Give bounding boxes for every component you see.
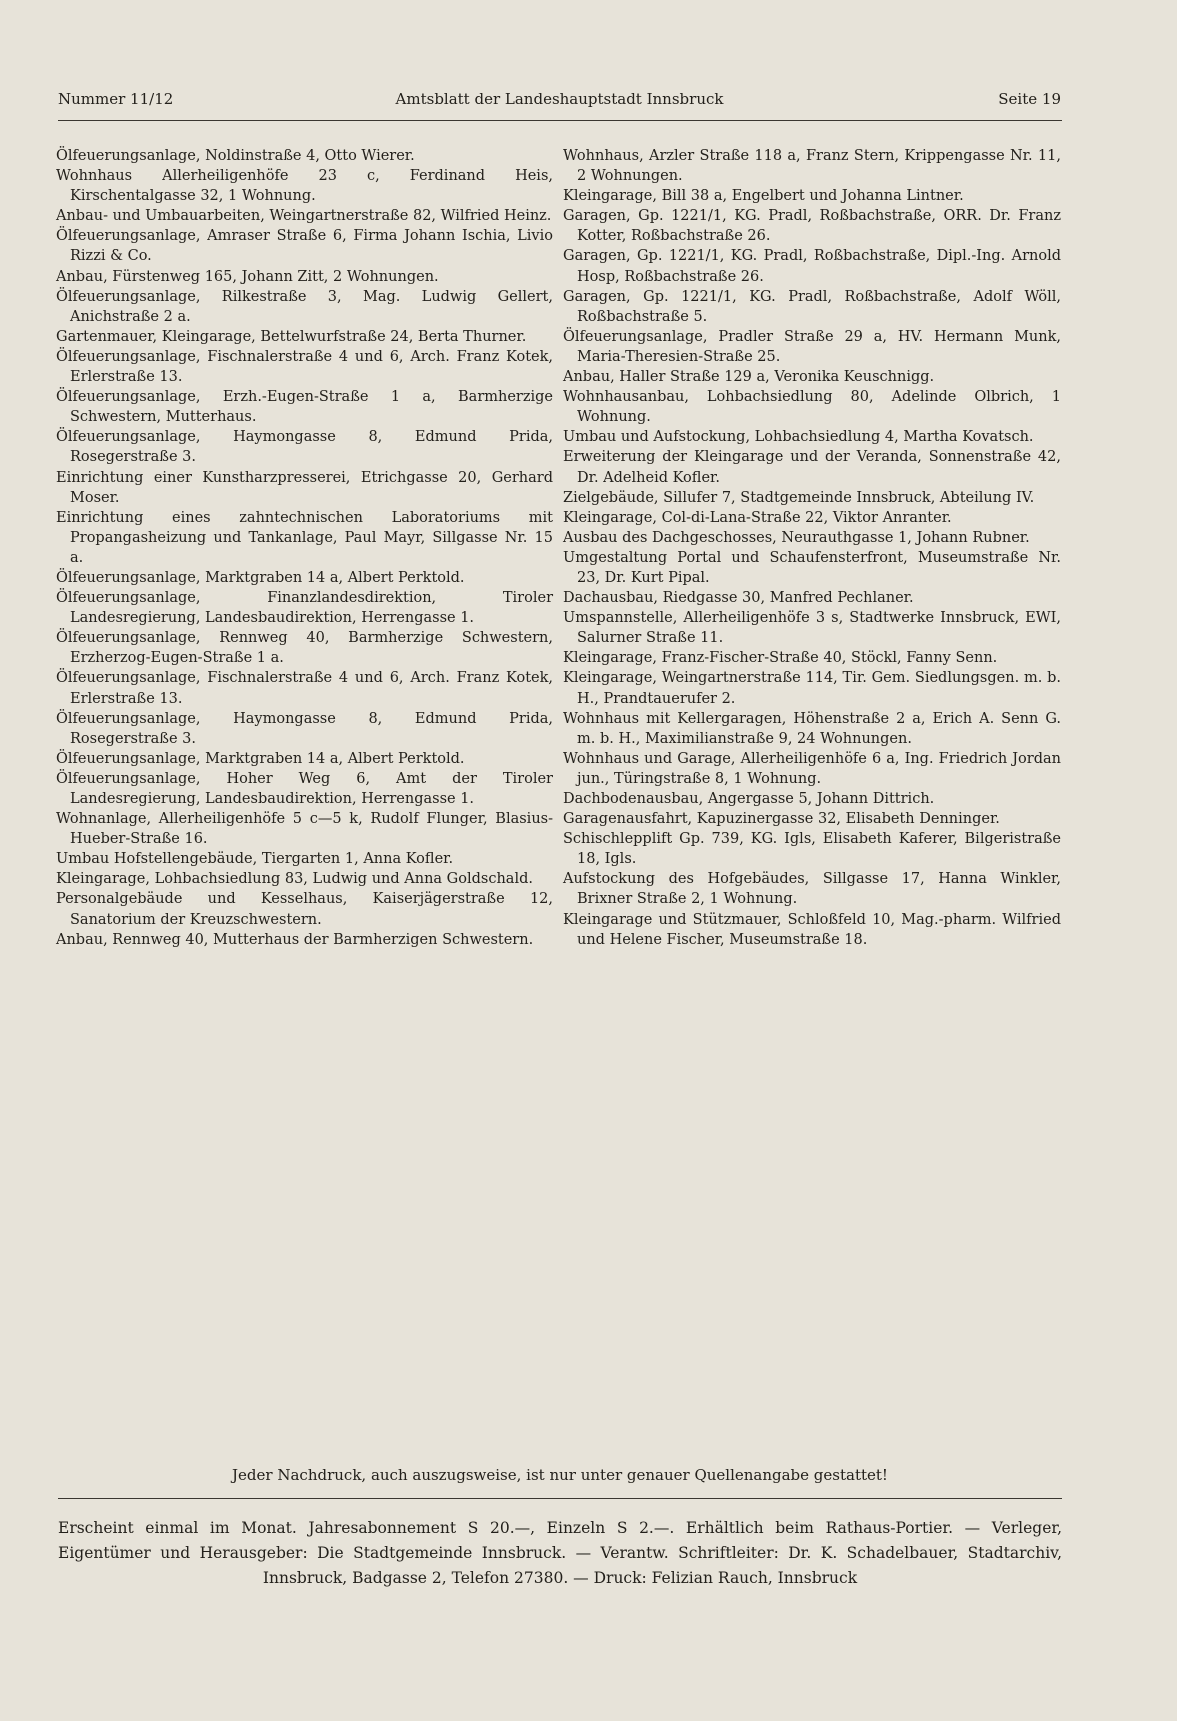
- list-item: Garagen, Gp. 1221/1, KG. Pradl, Roßbachstraße, ORR. Dr. Franz Kotter, Roßbachstraße 26.: [563, 208, 1061, 245]
- list-item: Garagen, Gp. 1221/1, KG. Pradl, Roßbachstraße, Dipl.-Ing. Arnold Hosp, Roßbachstraße 26.: [563, 248, 1061, 285]
- list-item: Ölfeuerungsanlage, Pradler Straße 29 a, HV. Hermann Munk, Maria-Theresien-Straße 25.: [563, 328, 1061, 365]
- list-item: Dachausbau, Riedgasse 30, Manfred Pechlaner.: [563, 590, 914, 607]
- list-item: Ölfeuerungsanlage, Noldinstraße 4, Otto Wierer.: [56, 148, 415, 164]
- imprint-line: Eigentümer und Herausgeber: Die Stadtgemeinde Innsbruck. — Verantw. Schriftleiter: Dr. K. Schadelbauer, Stadtarchiv,: [58, 1544, 1062, 1562]
- list-item: Kleingarage, Bill 38 a, Engelbert und Johanna Lintner.: [563, 188, 964, 205]
- list-item: Schischlepplift Gp. 739, KG. Igls, Elisabeth Kaferer, Bilgeristraße 18, Igls.: [563, 831, 1061, 868]
- list-item: Ölfeuerungsanlage, Rennweg 40, Barmherzige Schwestern, Erzherzog-Eugen-Straße 1 a.: [56, 630, 553, 667]
- list-item: Kleingarage, Col-di-Lana-Straße 22, Viktor Anranter.: [563, 509, 952, 526]
- list-item: Umgestaltung Portal und Schaufensterfront, Museumstraße Nr. 23, Dr. Kurt Pipal.: [563, 549, 1061, 586]
- list-item: Anbau- und Umbauarbeiten, Weingartnerstraße 82, Wilfried Heinz.: [56, 208, 552, 225]
- list-item: Kleingarage und Stützmauer, Schloßfeld 10, Mag.-pharm. Wilfried und Helene Fischer, Museumstraße 18.: [563, 911, 1061, 948]
- list-item: Personalgebäude und Kesselhaus, Kaiserjägerstraße 12, Sanatorium der Kreuzschwestern.: [56, 891, 553, 928]
- list-item: Einrichtung einer Kunstharzpresserei, Etrichgasse 20, Gerhard Moser.: [56, 469, 553, 506]
- reprint-notice: Jeder Nachdruck, auch auszugsweise, ist nur unter genauer Quellenangabe gestattet!: [232, 1466, 888, 1484]
- list-item: Anbau, Haller Straße 129 a, Veronika Keuschnigg.: [563, 369, 935, 386]
- list-item: Ölfeuerungsanlage, Fischnalerstraße 4 und 6, Arch. Franz Kotek, Erlerstraße 13.: [56, 348, 553, 386]
- list-item: Einrichtung eines zahntechnischen Laboratoriums mit Propangasheizung und Tankanlage, Paul Mayr, Sillgasse Nr. 15 a.: [56, 509, 553, 566]
- imprint-line: Innsbruck, Badgasse 2, Telefon 27380. — Druck: Felizian Rauch, Innsbruck: [262, 1569, 858, 1587]
- issue-number: Nummer 11/12: [58, 90, 174, 108]
- list-item: Wohnanlage, Allerheiligenhöfe 5 c—5 k, Rudolf Flunger, Blasius-Hueber-Straße 16.: [56, 811, 553, 848]
- list-item: Kleingarage, Lohbachsiedlung 83, Ludwig und Anna Goldschald.: [56, 871, 533, 888]
- list-item: Ölfeuerungsanlage, Hoher Weg 6, Amt der Tiroler Landesregierung, Landesbaudirektion, Herrengasse 1.: [56, 770, 553, 807]
- list-item: Dachbodenausbau, Angergasse 5, Johann Dittrich.: [563, 791, 935, 807]
- list-item: Ölfeuerungsanlage, Fischnalerstraße 4 und 6, Arch. Franz Kotek, Erlerstraße 13.: [56, 670, 553, 707]
- list-item: Ölfeuerungsanlage, Finanzlandesdirektion, Tiroler Landesregierung, Landesbaudirektion, Herrengasse 1.: [56, 590, 553, 627]
- header-rule: [58, 120, 1062, 121]
- list-item: Ölfeuerungsanlage, Rilkestraße 3, Mag. Ludwig Gellert, Anichstraße 2 a.: [56, 288, 553, 325]
- list-item: Wohnhaus mit Kellergaragen, Höhenstraße 2 a, Erich A. Senn G. m. b. H., Maximilianstraße 9, 24 Wohnungen.: [563, 710, 1061, 747]
- list-item: Garagenausfahrt, Kapuzinergasse 32, Elisabeth Denninger.: [563, 811, 1000, 828]
- list-item: Ölfeuerungsanlage, Marktgraben 14 a, Albert Perktold.: [56, 569, 465, 586]
- list-item: Ölfeuerungsanlage, Marktgraben 14 a, Albert Perktold.: [56, 750, 465, 767]
- list-item: Umbau und Aufstockung, Lohbachsiedlung 4, Martha Kovatsch.: [563, 429, 1034, 446]
- footer-rule: [58, 1498, 1062, 1499]
- list-item: Zielgebäude, Sillufer 7, Stadtgemeinde Innsbruck, Abteilung IV.: [563, 489, 1035, 506]
- list-item: Wohnhaus Allerheiligenhöfe 23 c, Ferdinand Heis, Kirschentalgasse 32, 1 Wohnung.: [56, 168, 553, 205]
- list-item: Umbau Hofstellengebäude, Tiergarten 1, Anna Kofler.: [56, 851, 454, 868]
- right-column: [563, 146, 1061, 950]
- list-item: Ausbau des Dachgeschosses, Neurauthgasse 1, Johann Rubner.: [563, 529, 1030, 546]
- list-item: Erweiterung der Kleingarage und der Veranda, Sonnenstraße 42, Dr. Adelheid Kofler.: [563, 449, 1061, 486]
- list-item: Anbau, Fürstenweg 165, Johann Zitt, 2 Wohnungen.: [56, 268, 439, 285]
- list-item: Kleingarage, Franz-Fischer-Straße 40, Stöckl, Fanny Senn.: [563, 650, 998, 667]
- list-item: Umspannstelle, Allerheiligenhöfe 3 s, Stadtwerke Innsbruck, EWI, Salurner Straße 11.: [563, 610, 1061, 647]
- imprint-line: Erscheint einmal im Monat. Jahresabonnement S 20.—, Einzeln S 2.—. Erhältlich beim Rathaus-Portier. — Verleger,: [58, 1519, 1062, 1537]
- list-item: Gartenmauer, Kleingarage, Bettelwurfstraße 24, Berta Thurner.: [56, 328, 527, 345]
- list-item: Wohnhausanbau, Lohbachsiedlung 80, Adelinde Olbrich, 1 Wohnung.: [563, 389, 1061, 426]
- list-item: Wohnhaus, Arzler Straße 118 a, Franz Stern, Krippengasse Nr. 11, 2 Wohnungen.: [563, 148, 1061, 185]
- page-header: [58, 90, 1061, 114]
- list-item: Ölfeuerungsanlage, Amraser Straße 6, Firma Johann Ischia, Livio Rizzi & Co.: [56, 228, 553, 265]
- list-item: Kleingarage, Weingartnerstraße 114, Tir. Gem. Siedlungsgen. m. b. H., Prandtauerufer 2.: [563, 670, 1061, 707]
- list-item: Wohnhaus und Garage, Allerheiligenhöfe 6 a, Ing. Friedrich Jordan jun., Türingstraße 8, 1 Wohnung.: [563, 750, 1061, 787]
- imprint: [58, 1516, 1062, 1591]
- list-item: Ölfeuerungsanlage, Haymongasse 8, Edmund Prida, Rosegerstraße 3.: [56, 710, 553, 747]
- list-item: Ölfeuerungsanlage, Haymongasse 8, Edmund Prida, Rosegerstraße 3.: [56, 429, 553, 466]
- list-item: Anbau, Rennweg 40, Mutterhaus der Barmherzigen Schwestern.: [56, 931, 534, 948]
- list-item: Ölfeuerungsanlage, Erzh.-Eugen-Straße 1 a, Barmherzige Schwestern, Mutterhaus.: [56, 389, 553, 426]
- page-number: Seite 19: [998, 90, 1061, 108]
- publication-title: Amtsblatt der Landeshauptstadt Innsbruck: [395, 90, 724, 108]
- list-item: Aufstockung des Hofgebäudes, Sillgasse 17, Hanna Winkler, Brixner Straße 2, 1 Wohnung.: [563, 871, 1061, 908]
- list-item: Garagen, Gp. 1221/1, KG. Pradl, Roßbachstraße, Adolf Wöll, Roßbachstraße 5.: [563, 288, 1061, 325]
- left-column: [56, 146, 553, 950]
